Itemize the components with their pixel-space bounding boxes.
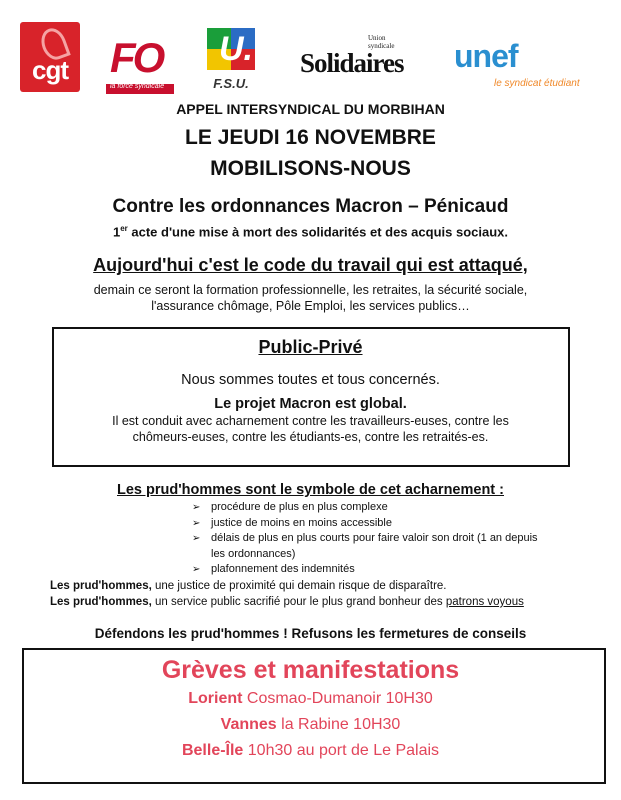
mobilisons-heading: MOBILISONS-NOUS (210, 157, 411, 180)
concernes-line: Nous sommes toutes et tous concernés. (181, 372, 440, 388)
list-item: ➢ justice de moins en moins accessible (192, 516, 592, 532)
appel-heading: APPEL INTERSYNDICAL DU MORBIHAN (176, 101, 445, 117)
fsu-logo (203, 28, 259, 96)
fo-logo (106, 34, 174, 92)
list-item-continuation: les ordonnances) (211, 547, 296, 560)
prudhommes-heading: Les prud'hommes sont le symbole de cet acharnement : (117, 482, 504, 498)
location-belle-ile: Belle-Île 10h30 au port de Le Palais (181, 742, 440, 759)
list-item: ➢ délais de plus en plus courts pour faire valoir son droit (1 an depuis (192, 531, 592, 547)
list-item: ➢ procédure de plus en plus complexe (192, 500, 592, 516)
solidaires-logo-top: Union syndicale (368, 34, 395, 50)
attaque-heading: Aujourd'hui c'est le code du travail qui est attaqué, (93, 255, 528, 275)
acharnement-paragraph: Il est conduit avec acharnement contre les travailleurs-euses, contre les chômeurs-euses, contre les étudiants-es, contre les retraités-es. (112, 414, 509, 444)
fsu-color-square-icon (207, 28, 255, 70)
fo-logo-subtext: la force syndicale (110, 83, 165, 90)
fsu-logo-text: F.S.U. (213, 76, 249, 91)
list-item: ➢ plafonnement des indemnités (192, 562, 592, 578)
greves-title: Grèves et manifestations (161, 656, 460, 684)
acte-line: 1er acte d'une mise à mort des solidarités et des acquis sociaux. (112, 224, 509, 240)
projet-global-line: Le projet Macron est global. (214, 396, 407, 412)
arrow-bullet-icon: ➢ (192, 517, 201, 529)
public-prive-title: Public-Privé (258, 337, 363, 357)
location-lorient: Lorient Cosmao-Dumanoir 10H30 (188, 690, 433, 707)
proximite-line: Les prud'hommes, une justice de proximité qui demain risque de disparaître. (50, 580, 447, 592)
arrow-bullet-icon: ➢ (192, 564, 201, 575)
fsu-logo-mark: U. (219, 30, 253, 68)
unef-logo (454, 40, 584, 90)
unef-logo-subtext: le syndicat étudiant (494, 78, 580, 89)
defendons-line: Défendons les prud'hommes ! Refusons les fermetures de conseils (94, 626, 527, 641)
fo-logo-text: FO (110, 34, 163, 81)
solidaires-logo (300, 34, 408, 84)
location-vannes: Vannes la Rabine 10H30 (220, 716, 401, 733)
prudhommes-bullet-list (192, 500, 592, 578)
date-heading: LE JEUDI 16 NOVEMBRE (185, 126, 436, 149)
ordonnances-heading: Contre les ordonnances Macron – Pénicaud (112, 196, 509, 217)
unef-logo-text: unef (454, 38, 518, 74)
cgt-logo (20, 22, 80, 92)
demain-paragraph: demain ce seront la formation professionnelle, les retraites, la sécurité sociale, l'assurance chômage, Pôle Emploi, les services publics… (93, 283, 528, 313)
arrow-bullet-icon: ➢ (192, 502, 201, 513)
arrow-bullet-icon: ➢ (192, 533, 201, 544)
solidaires-logo-text: Solidaires (300, 48, 404, 78)
cgt-logo-text: cgt (32, 55, 68, 85)
service-public-line: Les prud'hommes, un service public sacrifié pour le plus grand bonheur des patrons voyous (50, 596, 524, 608)
